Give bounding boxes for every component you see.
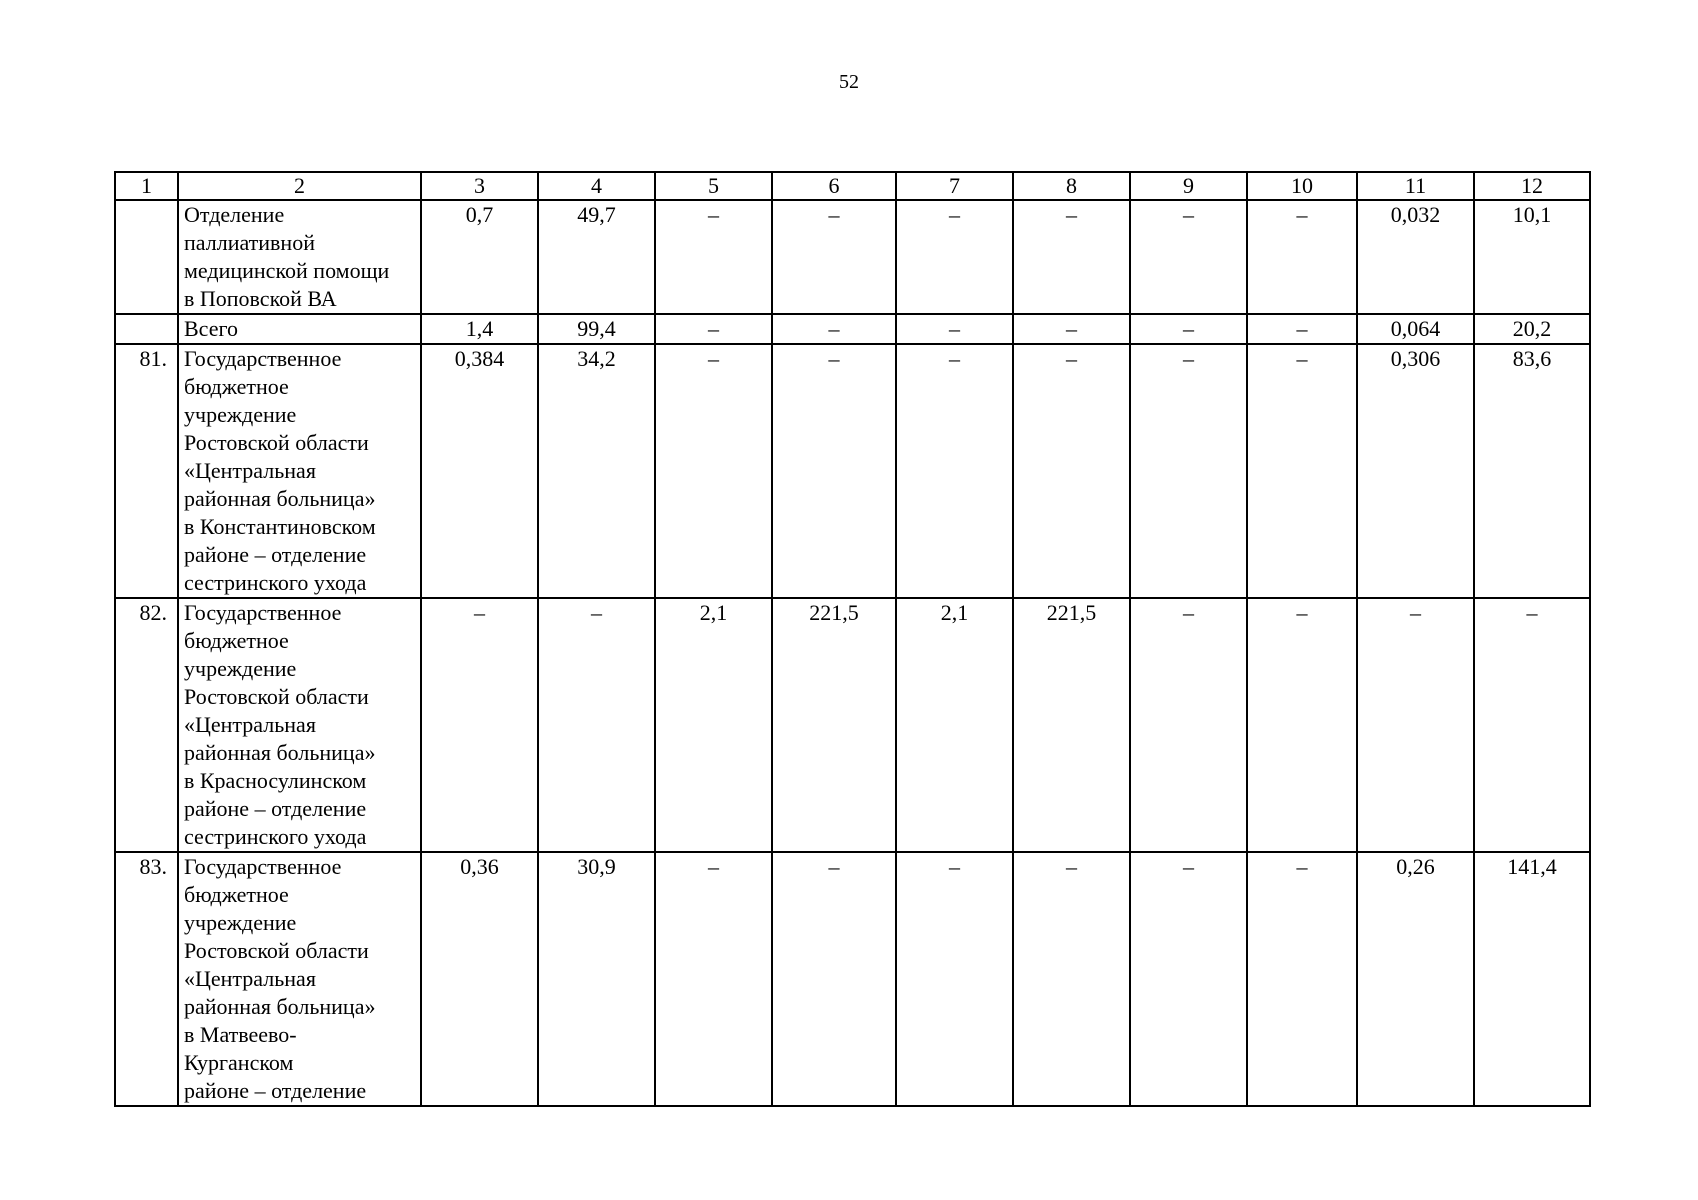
value-cell: 30,9 xyxy=(538,852,655,1106)
value-cell: – xyxy=(1013,344,1130,598)
value-cell: 2,1 xyxy=(655,598,772,852)
value-cell: – xyxy=(772,344,896,598)
row-number-cell: 82. xyxy=(115,598,178,852)
value-cell: – xyxy=(1247,200,1357,314)
column-header: 10 xyxy=(1247,172,1357,200)
institution-name-cell xyxy=(178,344,421,598)
column-header: 8 xyxy=(1013,172,1130,200)
value-cell: 20,2 xyxy=(1474,314,1590,344)
row-number-cell: 83. xyxy=(115,852,178,1106)
value-cell: 1,4 xyxy=(421,314,538,344)
value-cell: – xyxy=(655,314,772,344)
value-cell: – xyxy=(1357,598,1474,852)
column-header: 3 xyxy=(421,172,538,200)
value-cell: – xyxy=(1130,852,1247,1106)
value-cell: – xyxy=(1247,314,1357,344)
value-cell: – xyxy=(1013,314,1130,344)
institution-name-cell xyxy=(178,598,421,852)
value-cell: – xyxy=(1247,344,1357,598)
value-cell: – xyxy=(896,344,1013,598)
value-cell: 0,36 xyxy=(421,852,538,1106)
column-header: 11 xyxy=(1357,172,1474,200)
institution-name-cell xyxy=(178,852,421,1106)
institution-name-text: Всего xyxy=(184,316,238,341)
value-cell: – xyxy=(1247,852,1357,1106)
value-cell: 221,5 xyxy=(1013,598,1130,852)
value-cell: – xyxy=(1013,200,1130,314)
table-row xyxy=(115,314,1590,344)
institution-name-text: Государственное бюджетное учреждение Ростовской области «Центральная районная больница» в Константиновском районе – отделение сестринского ухода xyxy=(184,346,376,595)
column-header: 9 xyxy=(1130,172,1247,200)
row-number-cell xyxy=(115,314,178,344)
table-header-row xyxy=(115,172,1590,200)
value-cell: – xyxy=(772,314,896,344)
value-cell: 0,26 xyxy=(1357,852,1474,1106)
value-cell: 99,4 xyxy=(538,314,655,344)
value-cell: – xyxy=(1130,344,1247,598)
row-number-cell xyxy=(115,200,178,314)
value-cell: – xyxy=(772,852,896,1106)
value-cell: 10,1 xyxy=(1474,200,1590,314)
row-number-cell: 81. xyxy=(115,344,178,598)
value-cell: 2,1 xyxy=(896,598,1013,852)
table-row xyxy=(115,598,1590,852)
value-cell: 141,4 xyxy=(1474,852,1590,1106)
value-cell: 0,306 xyxy=(1357,344,1474,598)
value-cell: 0,7 xyxy=(421,200,538,314)
value-cell: – xyxy=(421,598,538,852)
value-cell: – xyxy=(655,852,772,1106)
value-cell: 221,5 xyxy=(772,598,896,852)
column-header: 4 xyxy=(538,172,655,200)
value-cell: – xyxy=(896,852,1013,1106)
value-cell: – xyxy=(538,598,655,852)
institution-name-text: Государственное бюджетное учреждение Ростовской области «Центральная районная больница» в Матвеево- Курганском районе – отделение xyxy=(184,854,376,1103)
value-cell: 0,384 xyxy=(421,344,538,598)
value-cell: – xyxy=(1130,314,1247,344)
institution-name-text: Отделение паллиативной медицинской помощи в Поповской ВА xyxy=(184,202,390,311)
table-row xyxy=(115,200,1590,314)
data-table xyxy=(114,171,1591,1107)
value-cell: – xyxy=(896,314,1013,344)
value-cell: – xyxy=(655,344,772,598)
value-cell: – xyxy=(896,200,1013,314)
value-cell: – xyxy=(655,200,772,314)
table-row xyxy=(115,344,1590,598)
value-cell: – xyxy=(1474,598,1590,852)
column-header: 6 xyxy=(772,172,896,200)
value-cell: 34,2 xyxy=(538,344,655,598)
value-cell: 0,064 xyxy=(1357,314,1474,344)
page-number: 52 xyxy=(839,71,859,93)
value-cell: – xyxy=(772,200,896,314)
column-header: 1 xyxy=(115,172,178,200)
value-cell: – xyxy=(1013,852,1130,1106)
institution-name-cell xyxy=(178,200,421,314)
column-header: 12 xyxy=(1474,172,1590,200)
value-cell: – xyxy=(1130,200,1247,314)
value-cell: 0,032 xyxy=(1357,200,1474,314)
table-body xyxy=(115,172,1590,1106)
column-header: 2 xyxy=(178,172,421,200)
value-cell: – xyxy=(1247,598,1357,852)
institution-name-cell xyxy=(178,314,421,344)
value-cell: 83,6 xyxy=(1474,344,1590,598)
column-header: 7 xyxy=(896,172,1013,200)
value-cell: 49,7 xyxy=(538,200,655,314)
institution-name-text: Государственное бюджетное учреждение Ростовской области «Центральная районная больница» в Красносулинском районе – отделение сестринского ухода xyxy=(184,600,376,849)
table-row xyxy=(115,852,1590,1106)
value-cell: – xyxy=(1130,598,1247,852)
column-header: 5 xyxy=(655,172,772,200)
